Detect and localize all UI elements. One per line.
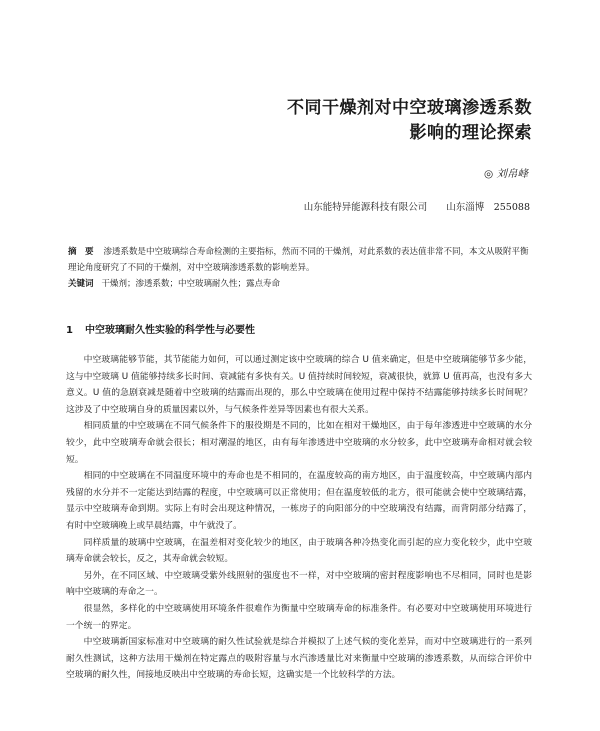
- paragraph: 中空玻璃能够节能，其节能能力如何，可以通过测定该中空玻璃的综合 U 值来确定，但是中空玻璃能够节多少能，这与中空玻璃 U 值能够持续多长时间、衰减能有多快有关。U 值持续时间较短，衰减很快，就算 U 值再高，也没有多大意义。U 值的急剧衰减是随着中空玻璃的结露而出现的，那么中空玻璃在使用过程中保持不结露能够持续多长时间呢？这涉及了中空玻璃自身的质量因素以外，与气候条件差异等因素也有很大关系。: [66, 355, 532, 415]
- title-line-2: 影响的理论探索: [409, 123, 532, 143]
- abstract-label: 摘 要: [68, 247, 94, 257]
- abstract: [68, 244, 535, 276]
- keywords-label: 关键词: [68, 279, 94, 289]
- author-affiliation: 山东能特异能源科技有限公司 山东淄博 255088: [303, 202, 530, 213]
- title-line-1: 不同干燥剂对中空玻璃渗透系数: [287, 98, 532, 118]
- abstract-text: 渗透系数是中空玻璃综合寿命检测的主要指标，然而不同的干燥剂，对此系数的表达值非常不同，本文从吸附平衡理论角度研究了不同的干燥剂，对中空玻璃渗透系数的影响差异。: [68, 247, 529, 273]
- keywords-text: 干燥剂；渗透系数；中空玻璃耐久性；露点寿命: [101, 279, 281, 289]
- paragraph: 很显然，多样化的中空玻璃使用环境条件很难作为衡量中空玻璃寿命的标准条件。有必要对中空玻璃使用环境进行一个统一的界定。: [66, 603, 532, 631]
- keywords: [68, 277, 535, 289]
- paragraph: 相同的中空玻璃在不同温度环境中的寿命也是不相同的，在温度较高的南方地区，由于温度较高，中空玻璃内部内残留的水分并不一定能达到结露的程度，中空玻璃可以正常使用；但在温度较低的北方，很可能就会使中空玻璃结露，显示中空玻璃寿命到期。实际上有时会出现这种情况，一栋房子的向阳部分的中空玻璃没有结露，而背阴部分结露了，有时中空玻璃晚上或早晨结露，中午就没了。: [66, 471, 532, 531]
- paragraph: 另外，在不同区域、中空玻璃受紫外线照射的强度也不一样，对中空玻璃的密封程度影响也不尽相同，同时也是影响中空玻璃的寿命之一。: [66, 570, 532, 598]
- article-title: [287, 96, 532, 146]
- paragraph: 同样质量的玻璃中空玻璃，在温差相对变化较少的地区，由于玻璃各种冷热变化而引起的应力变化较少，此中空玻璃寿命就会较长，反之，其寿命就会较短。: [66, 537, 532, 565]
- section-number: 1: [66, 325, 73, 336]
- body-text: [66, 352, 532, 684]
- section-heading: [66, 321, 255, 336]
- paragraph: 中空玻璃新国家标准对中空玻璃的耐久性试验就是综合并模拟了上述气候的变化差异，而对中空玻璃进行的一系列耐久性测试，这种方法用干燥剂在特定露点的吸附容量与水汽渗透量比对来衡量中空玻璃的渗透系数，从而综合评价中空玻璃的耐久性，间接地反映出中空玻璃的寿命长短，这确实是一个比较科学的方法。: [66, 637, 532, 681]
- paragraph: 相同质量的中空玻璃在不同气候条件下的服役期是不同的，比如在相对干燥地区，由于每年渗透进中空玻璃的水分较少，此中空玻璃寿命就会很长；相对潮湿的地区，由有每年渗透进中空玻璃的水分较多，此中空玻璃寿命相对就会较短。: [66, 421, 532, 465]
- section-title: 中空玻璃耐久性实验的科学性与必要性: [84, 325, 255, 336]
- author-name: ◎ 刘帛峰: [484, 168, 528, 180]
